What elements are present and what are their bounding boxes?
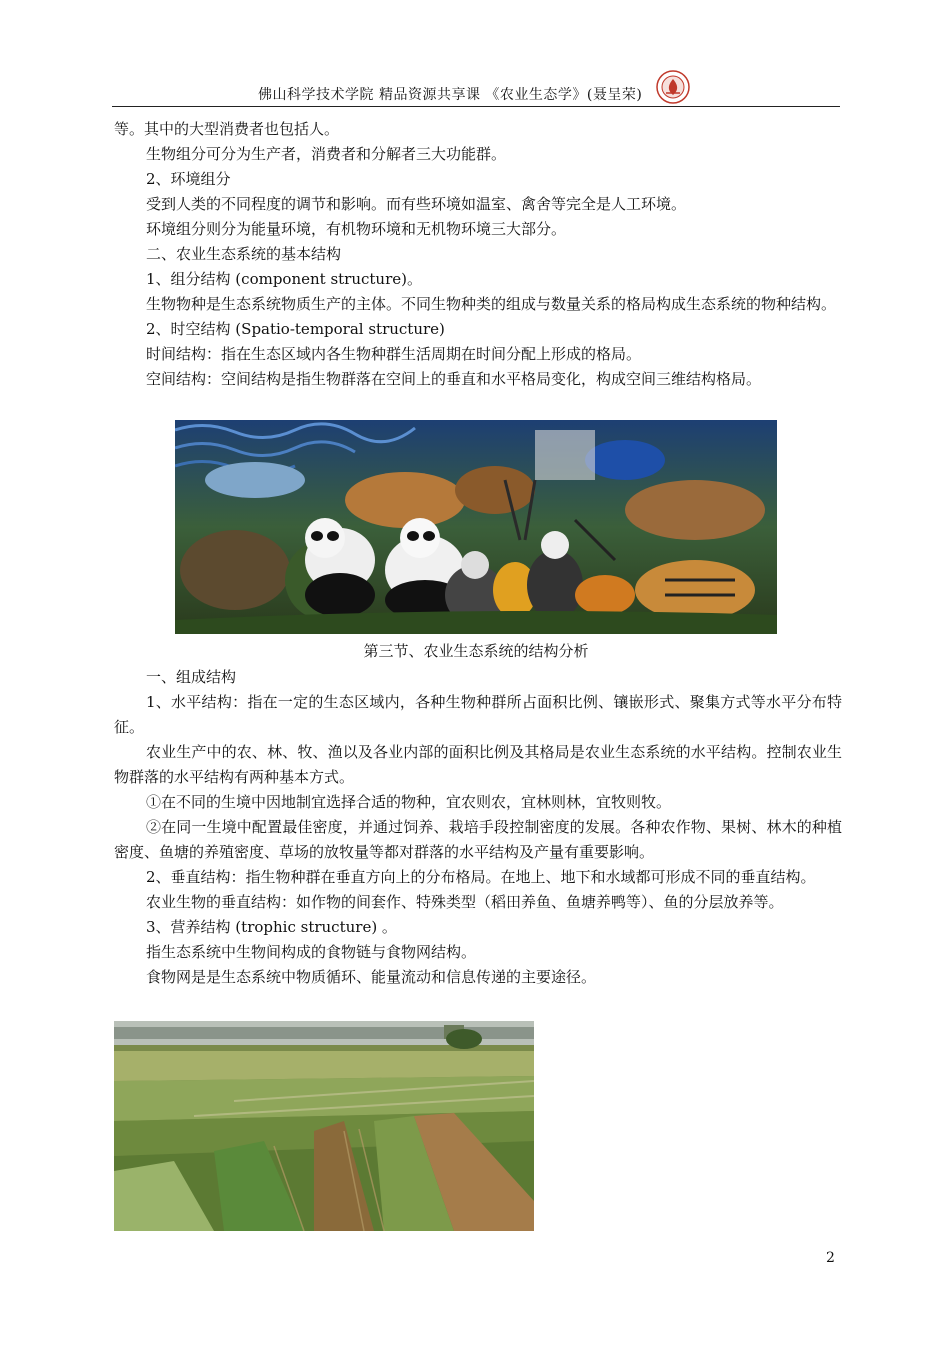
paragraph: 2、垂直结构：指生物种群在垂直方向上的分布格局。在地上、地下和水域都可形成不同的垂直结构。 [146,868,816,886]
paragraph: 等。其中的大型消费者也包括人。 [114,120,340,138]
paragraph: 生物组分可分为生产者，消费者和分解者三大功能群。 [146,145,507,163]
paragraph: ②在同一生境中配置最佳密度，并通过饲养、栽培手段控制密度的发展。各种农作物、果树、林木的种植密度、鱼塘的养殖密度、草场的放牧量等都对群落的水平结构及产量有重要影响。 [114,818,842,861]
page-number: 2 [826,1250,835,1266]
header-rule [112,106,840,107]
paragraph: ①在不同的生境中因地制宜选择合适的物种，宜农则农，宜林则林，宜牧则牧。 [146,793,672,811]
paragraph: 1、水平结构：指在一定的生态区域内，各种生物种群所占面积比例、镶嵌形式、聚集方式等水平分布特征。 [114,693,842,736]
paragraph: 农业生物的垂直结构：如作物的间套作、特殊类型（稻田养鱼、鱼塘养鸭等）、鱼的分层放养等。 [146,893,784,911]
paragraph: 农业生产中的农、林、牧、渔以及各业内部的面积比例及其格局是农业生态系统的水平结构。控制农业生物群落的水平结构有两种基本方式。 [114,743,842,786]
wildlife-mural-image [175,420,777,634]
section-heading: 3、营养结构 (trophic structure) 。 [146,918,397,936]
farm-field-photo [114,1021,534,1231]
section-heading: 2、环境组分 [146,170,231,188]
paragraph: 指生态系统中生物间构成的食物链与食物网结构。 [146,943,477,961]
section-heading: 一、组成结构 [146,668,237,686]
paragraph: 食物网是是生态系统中物质循环、能量流动和信息传递的主要途径。 [146,968,597,986]
paragraph: 空间结构：空间结构是指生物群落在空间上的垂直和水平格局变化，构成空间三维结构格局。 [146,370,762,388]
section-heading: 1、组分结构 (component structure)。 [146,270,422,288]
university-logo-icon [656,70,690,104]
header-title: 佛山科学技术学院 精品资源共享课 《农业生态学》(聂呈荣) [258,87,643,103]
section-heading: 2、时空结构 (Spatio-temporal structure) [146,320,445,338]
paragraph: 环境组分则分为能量环境，有机物环境和无机物环境三大部分。 [146,220,567,238]
paragraph: 受到人类的不同程度的调节和影响。而有些环境如温室、禽舍等完全是人工环境。 [146,195,687,213]
paragraph: 时间结构：指在生态区域内各生物种群生活周期在时间分配上形成的格局。 [146,345,642,363]
text-block-bottom [114,665,842,990]
page-header [0,70,952,110]
text-block-top [114,117,842,392]
section-heading: 二、农业生态系统的基本结构 [146,245,342,263]
figure-caption: 第三节、农业生态系统的结构分析 [363,642,589,660]
paragraph: 生物物种是生态系统物质生产的主体。不同生物种类的组成与数量关系的格局构成生态系统的物种结构。 [146,295,837,313]
